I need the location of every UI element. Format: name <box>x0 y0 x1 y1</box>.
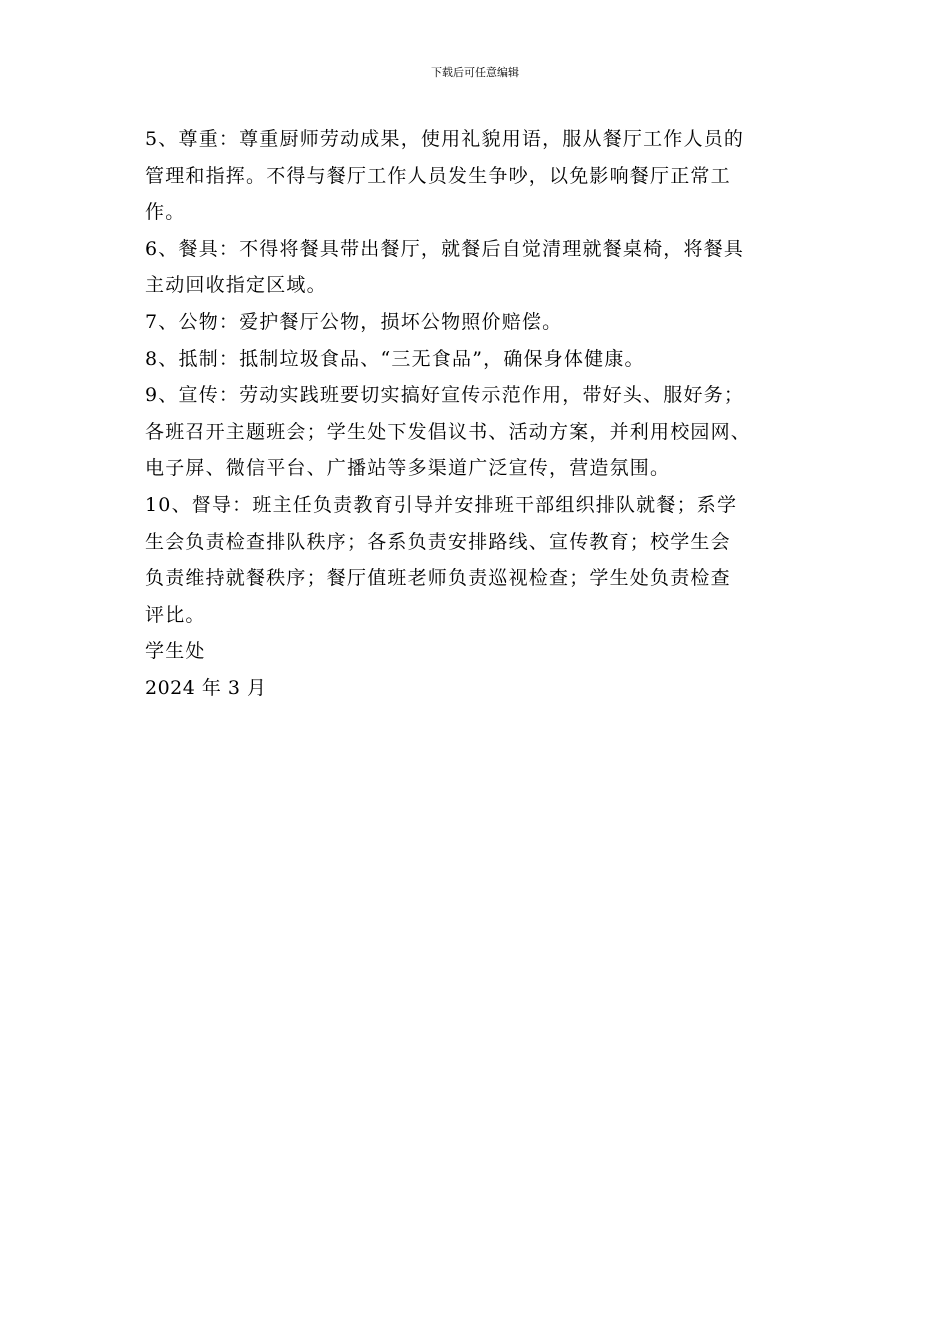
body-line: 电子屏、微信平台、广播站等多渠道广泛宣传，营造氛围。 <box>145 457 671 480</box>
body-line: 10、督导：班主任负责教育引导并安排班干部组织排队就餐；系学 <box>145 493 738 516</box>
signature-department: 学生处 <box>145 640 206 663</box>
body-line: 9、宣传：劳动实践班要切实搞好宣传示范作用，带好头、服好务； <box>145 384 745 407</box>
body-line: 生会负责检查排队秩序；各系负责安排路线、宣传教育；校学生会 <box>145 530 731 553</box>
body-line: 8、抵制：抵制垃圾食品、“三无食品”，确保身体健康。 <box>145 347 645 370</box>
body-line: 作。 <box>145 201 186 224</box>
document-body <box>145 121 825 707</box>
body-line: 评比。 <box>145 603 206 626</box>
signature-date: 2024 年 3 月 <box>145 676 267 699</box>
body-line: 5、尊重：尊重厨师劳动成果，使用礼貌用语，服从餐厅工作人员的 <box>145 128 745 150</box>
body-line: 各班召开主题班会；学生处下发倡议书、活动方案，并利用校园网、 <box>145 420 752 443</box>
body-line: 6、餐具：不得将餐具带出餐厅，就餐后自觉清理就餐桌椅，将餐具 <box>145 237 745 260</box>
body-line: 7、公物：爱护餐厅公物，损坏公物照价赔偿。 <box>145 310 563 333</box>
page-header: 下载后可任意编辑 <box>431 66 519 79</box>
body-line: 负责维持就餐秩序；餐厅值班老师负责巡视检查；学生处负责检查 <box>145 567 731 590</box>
body-line: 管理和指挥。不得与餐厅工作人员发生争吵，以免影响餐厅正常工 <box>145 164 731 187</box>
body-line: 主动回收指定区域。 <box>145 274 327 297</box>
